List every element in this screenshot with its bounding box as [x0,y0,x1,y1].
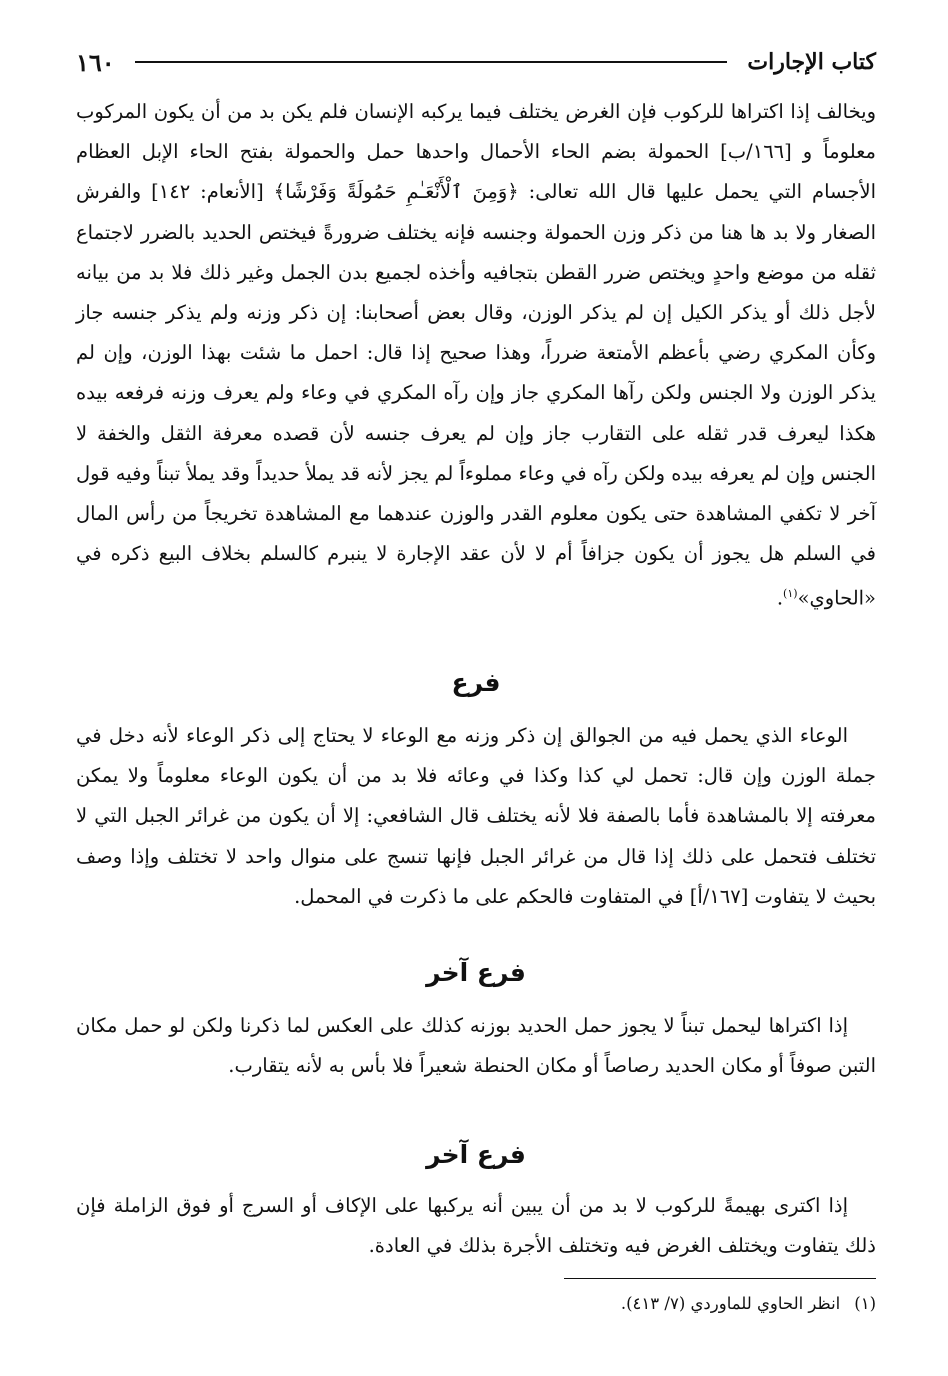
section-passage [76,716,876,917]
section-heading: فرع آخر [426,1140,526,1169]
header-rule [135,61,728,63]
body-paragraph: الوعاء الذي يحمل فيه من الجوالق إن ذكر وزنه مع الوعاء لا يحتاج إلى ذكر الوعاء لأنه دخل في جملة الوزن وإن قال: تحمل لي كذا وكذا في وعائه فلا بد من أن يكون الوعاء معلوماً ولا يمكن معرفته إلا بالمشاهدة فأما بالصفة فلا لأنه يختلف قال الشافعي: إلا أن يكون من غرائر الجبل التي لا تختلف فتحمل على ذلك إذا قال من غرائر الجبل فإنها تنسج على منوال واحد لا تختلف وإذا وصف بحيث لا يتفاوت [١٦٧/أ] في المتفاوت فالحكم على ما ذكرت في المحمل. [76,724,876,908]
section-heading: فرع آخر [426,958,526,987]
section-passage [76,1186,876,1266]
footnote-rule [564,1278,876,1279]
book-title: كتاب الإجارات [747,49,876,75]
paragraph-text: ويخالف إذا اكتراها للركوب فإن الغرض يختلف فيما يركبه الإنسان فلم يكن بد من أن يكون المركوب معلوماً و [١٦٦/ب] الحمولة بضم الحاء الأحمال واحدها حمل والحمولة بفتح الحاء الإبل العظام الأجسام التي يحمل عليها قال الله تعالى: ﴿وَمِنَ ٱلْأَنْعَـٰمِ حَمُولَةً وَفَرْشًا﴾ [الأنعام: ١٤٢] والفرش الصغار ولا بد ها هنا من ذكر وزن الحمولة وجنسه فإنه يختلف ضرورةً فيختص الحديد بالضرر لاجتماع ثقله من موضع واحدٍ ويختص ضرر القطن بتجافيه وأخذه لجميع بدن الجمل وغير ذلك فلا بد من بيانه لأجل ذلك أو يذكر الكيل إن لم يذكر الوزن، وقال بعض أصحابنا: إن ذكر وزنه ولم يذكر جنسه جاز وكأن المكري رضي بأعظم الأمتعة ضرراً، وهذا صحيح إذا قال: احمل ما شئت بهذا الوزن، وإن لم يذكر الوزن ولا الجنس ولكن رآها المكري جاز وإن رآه المكري في وعاء ولم يعرف وزنه فرفعه بيده هكذا ليعرف قدر ثقله على التقارب جاز وإن لم يعرف جنسه لأن قصده معرفة الثقل والخفة لا الجنس وإن لم يعرفه بيده ولكن رآه في وعاء مملوءاً لم يجز لأنه قد يملأ حديداً وقد يملأ تبناً وفيه قول آخر لا تكفي المشاهدة حتى يكون معلوم القدر والوزن عندهما مع المشاهدة تخريجاً من رأس المال في السلم هل يجوز أن يكون جزافاً أم لا لأن عقد الإجارة لا ينبرم كالسلم بخلاف البيع ذكره في «الحاوي» [76,100,876,610]
body-paragraph: إذا اكتراها ليحمل تبناً لا يجوز حمل الحديد بوزنه كذلك على العكس لما ذكرنا ولكن لو حمل مكان التبن صوفاً أو مكان الحديد رصاصاً أو مكان الحنطة شعيراً فلا بأس به لأنه يتقارب. [76,1014,876,1078]
page-number: ١٦٠ [76,47,115,77]
footnote-number: (١) [854,1294,876,1313]
body-paragraph: إذا اكترى بهيمةً للركوب لا بد من أن يبين أنه يركبها على الإكاف أو السرج أو فوق الزاملة فإن ذلك يتفاوت ويختلف الغرض فيه وتختلف الأجرة بذلك في العادة. [76,1194,876,1258]
opening-passage [76,92,876,619]
section-passage [76,1006,876,1086]
footnote-text: انظر الحاوي للماوردي (٧/ ٤١٣). [620,1294,841,1313]
section-heading: فرع [451,668,501,697]
paragraph-end: . [776,586,784,610]
footnote-ref[interactable]: (١) [783,587,798,601]
running-header [76,40,876,84]
body-paragraph [76,92,876,619]
footnote [76,1294,876,1313]
document-page [76,40,876,1360]
